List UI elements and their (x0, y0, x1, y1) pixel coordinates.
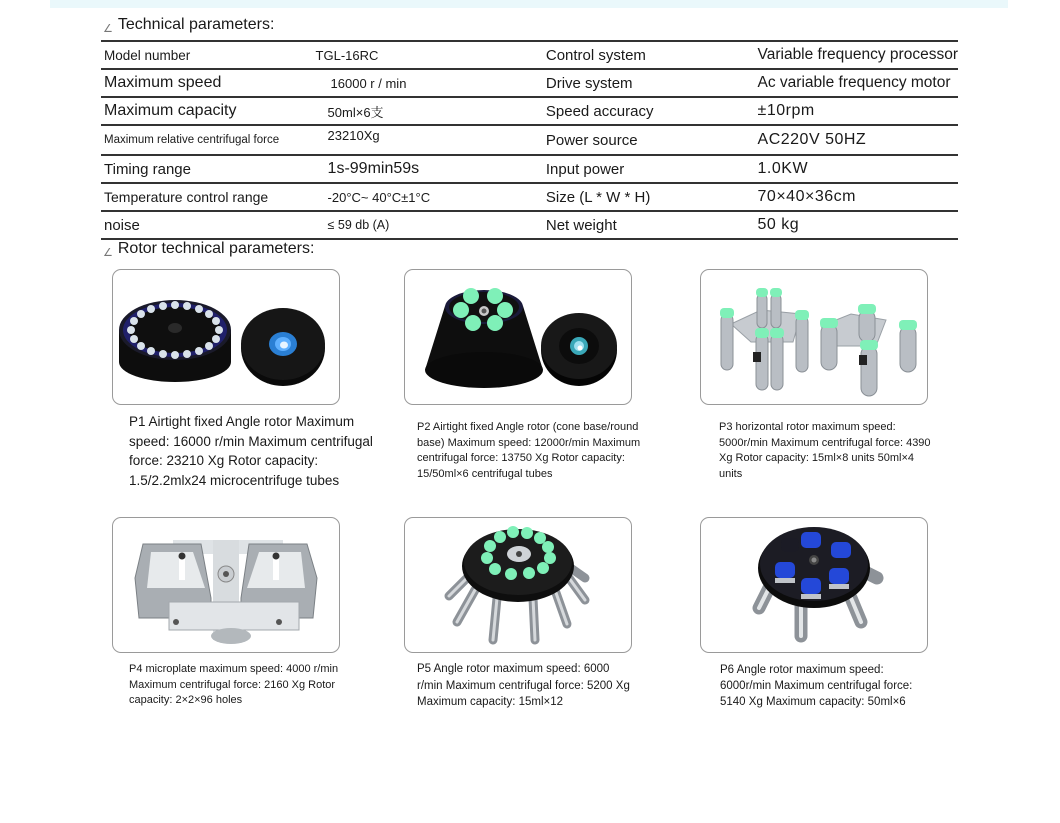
spec-value: 50ml×6支 (327, 104, 384, 120)
microplate-rotor-icon (113, 518, 339, 652)
spec-row (101, 211, 958, 239)
spec-label: Timing range (104, 160, 191, 178)
angle-marker-icon: ∠ (103, 23, 113, 35)
rotor-caption-p4: P4 microplate maximum speed: 4000 r/min Maximum centrifugal force: 2160 Xg Rotor capacity: 2×2×96 holes (129, 663, 339, 706)
spec-row (101, 183, 958, 211)
rotor-image-p3 (700, 269, 928, 405)
spec-label: Maximum capacity (104, 102, 237, 119)
spec-value: ±10rpm (757, 102, 815, 119)
rotor-image-p4 (112, 517, 340, 653)
spec-label: Input power (545, 160, 625, 178)
rotor-image-p5 (404, 517, 632, 653)
spec-row (101, 155, 958, 183)
spec-value: AC220V 50HZ (757, 131, 867, 148)
rotor-image-p2 (404, 269, 632, 405)
rotor-caption-p2: P2 Airtight fixed Angle rotor (cone base/round base) Maximum speed: 12000r/min Maximum centrifugal force: 13750 Xg Rotor capacity: 15/50ml×6 centrifugal tubes (417, 421, 641, 480)
angle-rotor-6-icon (701, 518, 927, 652)
rotor-parameters-heading: ∠ Rotor technical parameters: (103, 240, 315, 259)
horizontal-rotor-icon (701, 270, 927, 404)
spec-label: Control system (545, 46, 646, 64)
angle-marker-icon: ∠ (103, 247, 113, 259)
spec-label: Speed accuracy (545, 102, 654, 120)
rotor-caption-p6: P6 Angle rotor maximum speed: 6000r/min Maximum centrifugal force: 5140 Xg Maximum capacity: 50ml×6 (720, 664, 913, 708)
spec-row (101, 41, 958, 69)
technical-parameters-heading: ∠ Technical parameters: (103, 16, 275, 35)
cone-rotor-icon (405, 270, 631, 404)
spec-row (101, 125, 958, 155)
spec-value: 23210Xg (327, 128, 380, 143)
rotor-image-p1 (112, 269, 340, 405)
spec-value: ≤ 59 db (A) (327, 218, 390, 232)
angle-rotor-12-icon (405, 518, 631, 652)
spec-value: 70×40×36cm (757, 188, 856, 205)
spec-label: Drive system (545, 74, 633, 92)
spec-value: 50 kg (757, 216, 800, 233)
spec-label: Maximum speed (104, 74, 222, 91)
spec-value: -20°C~ 40°C±1°C (327, 189, 431, 205)
spec-label: Temperature control range (104, 189, 269, 205)
spec-label: Power source (545, 131, 638, 149)
spec-row (101, 97, 958, 125)
spec-table (101, 40, 958, 240)
spec-label: noise (104, 216, 140, 234)
rotor-image-p6 (700, 517, 928, 653)
fixed-angle-rotor-icon (113, 270, 339, 404)
rotor-caption-p1: P1 Airtight fixed Angle rotor Maximum speed: 16000 r/min Maximum centrifugal force: 23210 Xg Rotor capacity: 1.5/2.2mlx24 microcentrifuge tubes (129, 414, 373, 488)
spec-label: Net weight (545, 216, 617, 234)
rotor-caption-p3: P3 horizontal rotor maximum speed: 5000r/min Maximum centrifugal force: 4390 Xg Rotor capacity: 15ml×8 units 50ml×4 units (719, 421, 931, 480)
spec-value: 1.0KW (757, 160, 809, 177)
spec-label: Size (L * W * H) (545, 188, 651, 206)
spec-label: Maximum relative centrifugal force (104, 134, 280, 146)
top-banner-strip (50, 0, 1008, 8)
spec-value: TGL-16RC (315, 47, 379, 63)
spec-value: 16000 r / min (330, 75, 407, 91)
spec-row (101, 69, 958, 97)
spec-value: 1s-99min59s (327, 160, 420, 177)
spec-value: Variable frequency processor (757, 46, 958, 63)
spec-value: Ac variable frequency motor (757, 74, 951, 91)
spec-label: Model number (104, 47, 191, 63)
rotor-caption-p5: P5 Angle rotor maximum speed: 6000 r/min Maximum centrifugal force: 5200 Xg Maximum capacity: 15ml×12 (417, 663, 630, 708)
